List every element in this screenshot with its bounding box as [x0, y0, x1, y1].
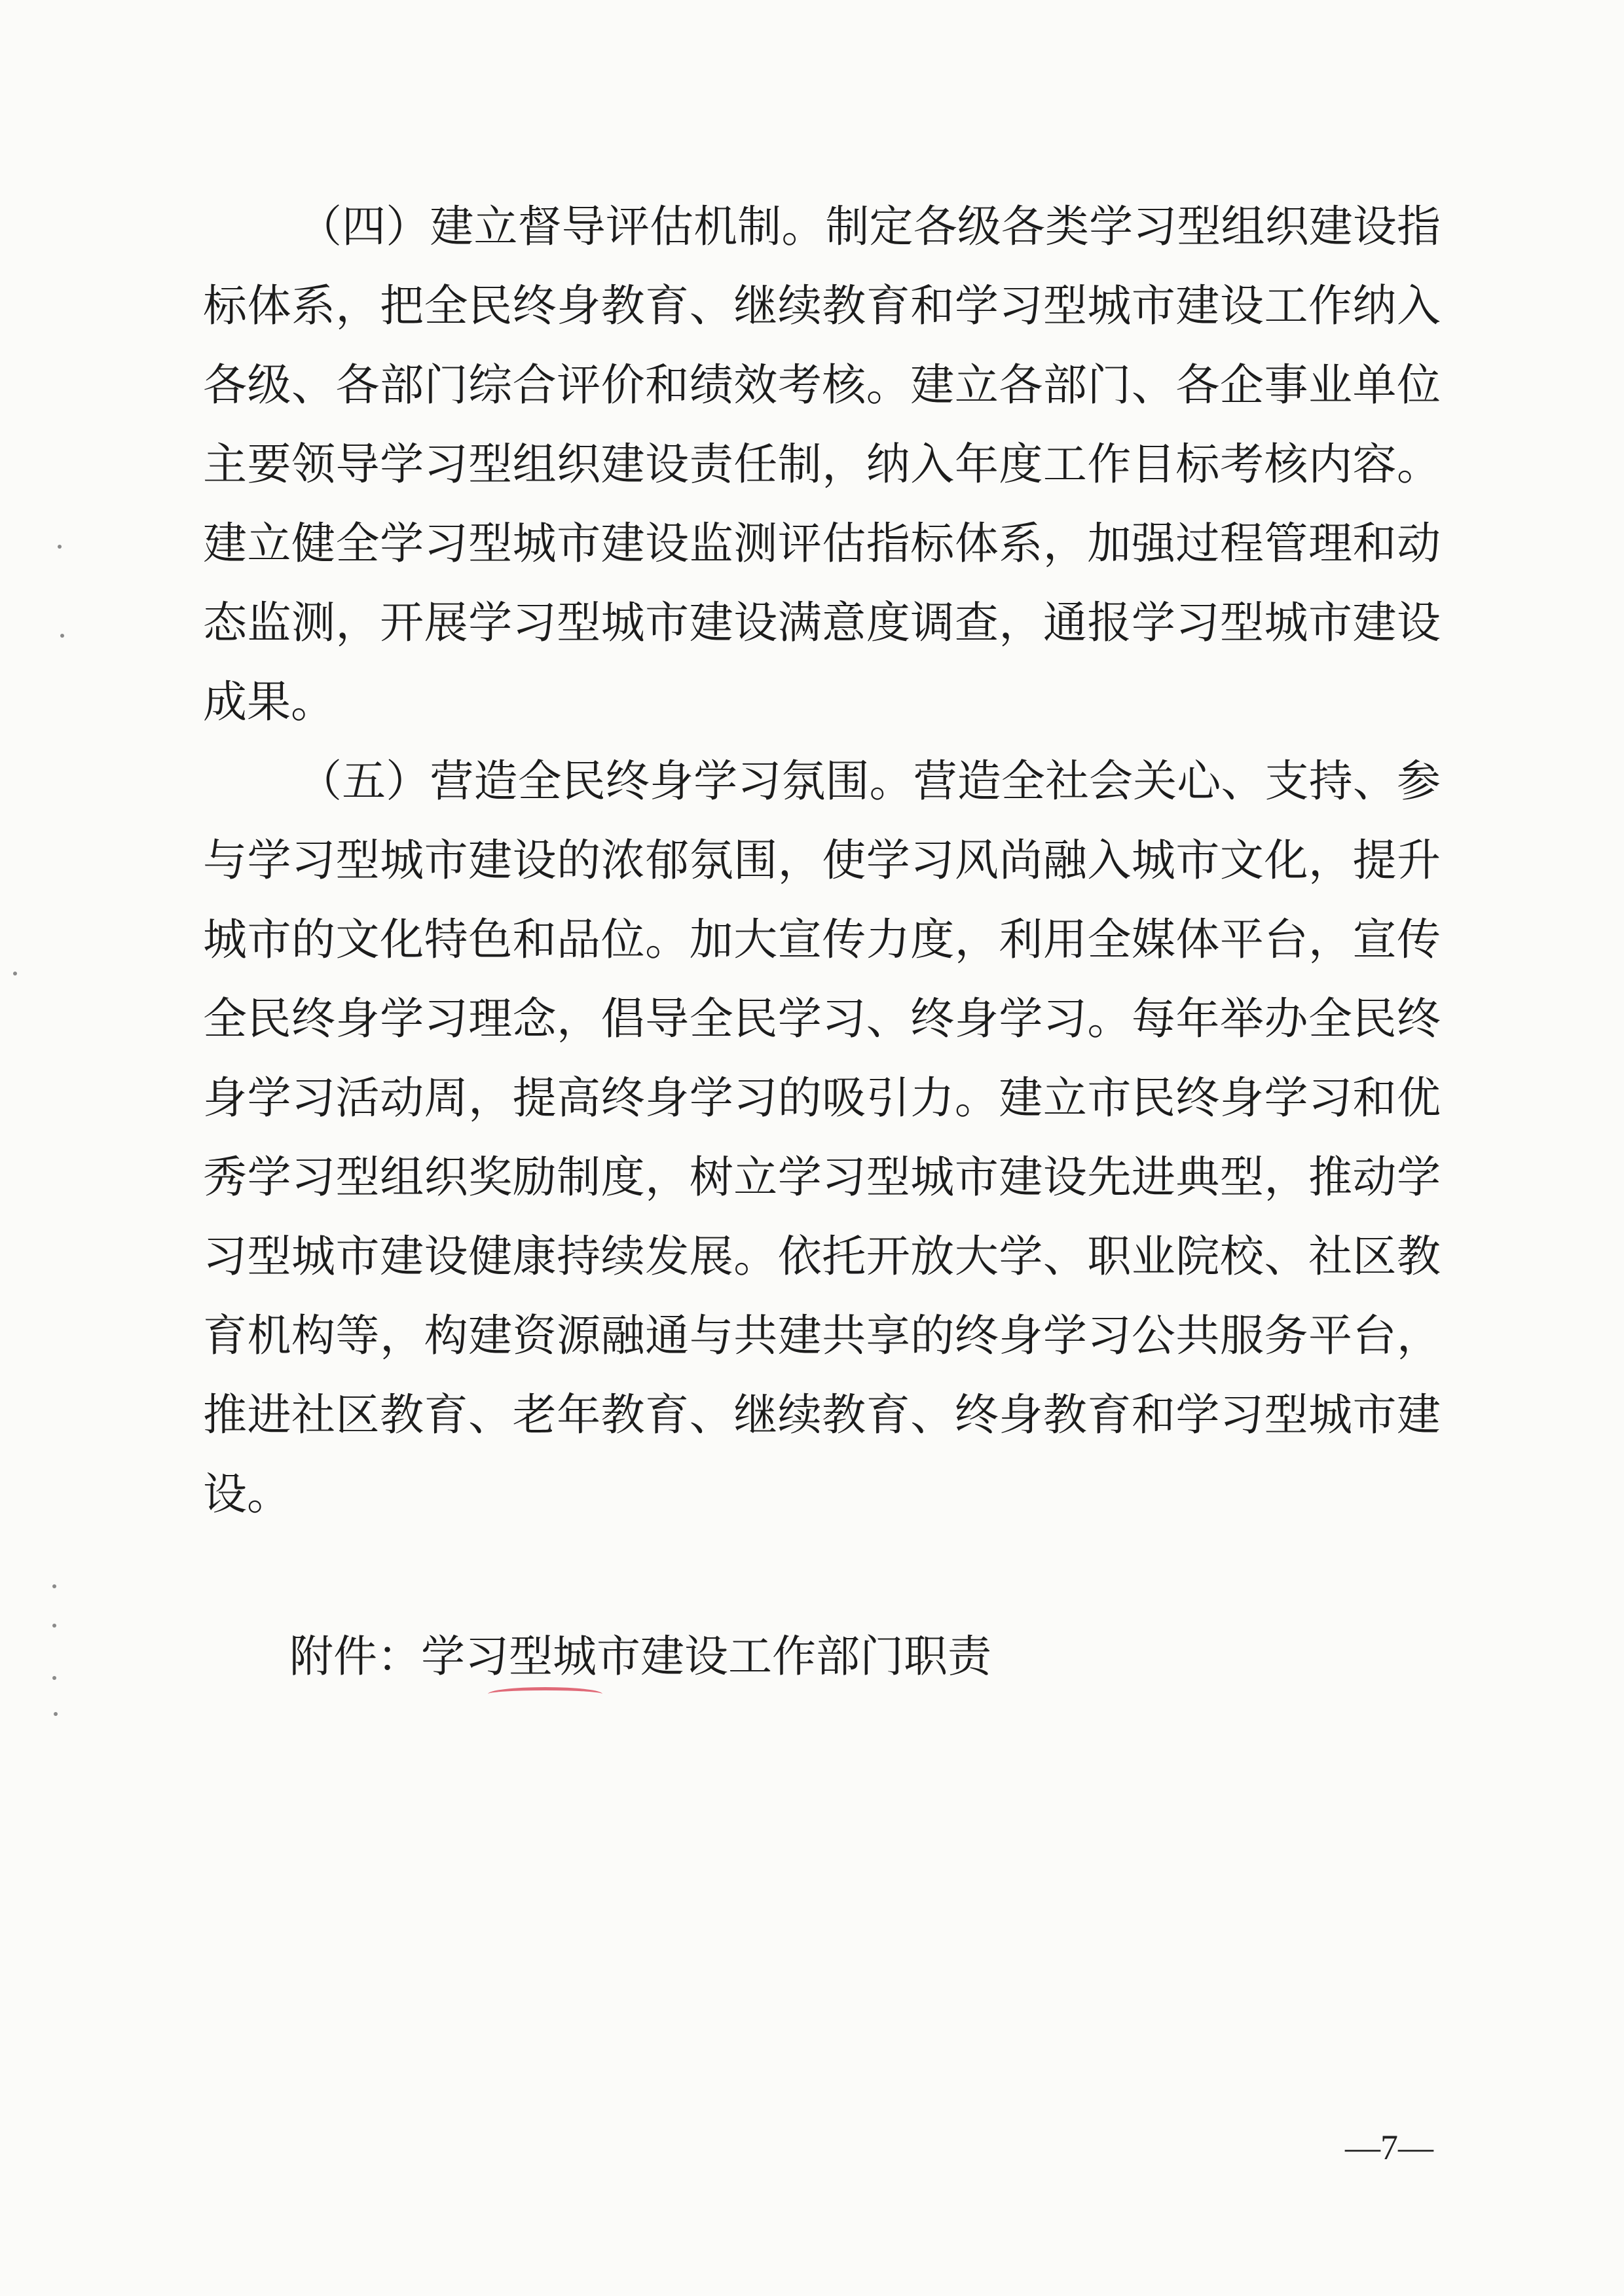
paragraph-line: 设。	[203, 1468, 291, 1520]
paragraph-line: 城市的文化特色和品位。加大宣传力度，利用全媒体平台，宣传	[203, 914, 1441, 965]
binding-hole-mark	[52, 1584, 56, 1588]
paragraph-line: 标体系，把全民终身教育、继续教育和学习型城市建设工作纳入	[203, 280, 1441, 331]
binding-hole-mark	[52, 1624, 56, 1628]
binding-hole-mark	[60, 634, 64, 638]
document-body	[203, 187, 1441, 1534]
paragraph-line: 与学习型城市建设的浓郁氛围，使学习风尚融入城市文化，提升	[203, 835, 1441, 886]
paragraph-line: 成果。	[203, 676, 335, 727]
paragraph-line: 各级、各部门综合评价和绩效考核。建立各部门、各企事业单位	[203, 359, 1441, 410]
binding-hole-mark	[52, 1676, 56, 1680]
binding-hole-mark	[58, 545, 62, 549]
paragraph-line: （四）建立督导评估机制。制定各级各类学习型组织建设指	[298, 201, 1441, 252]
paragraph-line: 主要领导学习型组织建设责任制，纳入年度工作目标考核内容。	[203, 439, 1441, 490]
paragraph-5	[203, 742, 1441, 1534]
paragraph-line: 秀学习型组织奖励制度，树立学习型城市建设先进典型，推动学	[203, 1152, 1441, 1203]
paragraph-line: 全民终身学习理念，倡导全民学习、终身学习。每年举办全民终	[203, 993, 1441, 1044]
binding-hole-mark	[54, 1712, 58, 1716]
paragraph-line: （五）营造全民终身学习氛围。营造全社会关心、支持、参	[298, 756, 1441, 807]
paragraph-line: 建立健全学习型城市建设监测评估指标体系，加强过程管理和动	[203, 518, 1441, 569]
paragraph-line: 习型城市建设健康持续发展。依托开放大学、职业院校、社区教	[203, 1231, 1441, 1282]
attachment-line: 附件：学习型城市建设工作部门职责	[289, 1631, 991, 1682]
paragraph-line: 身学习活动周，提高终身学习的吸引力。建立市民终身学习和优	[203, 1072, 1441, 1123]
paragraph-line: 态监测，开展学习型城市建设满意度调查，通报学习型城市建设	[203, 597, 1441, 648]
page-number: —7—	[1345, 2128, 1433, 2167]
binding-hole-mark	[13, 972, 17, 975]
paragraph-line: 育机构等，构建资源融通与共建共享的终身学习公共服务平台，	[203, 1310, 1441, 1361]
pen-underline-mark	[488, 1687, 602, 1701]
paragraph-4	[203, 187, 1441, 742]
paragraph-line: 推进社区教育、老年教育、继续教育、终身教育和学习型城市建	[203, 1389, 1441, 1440]
